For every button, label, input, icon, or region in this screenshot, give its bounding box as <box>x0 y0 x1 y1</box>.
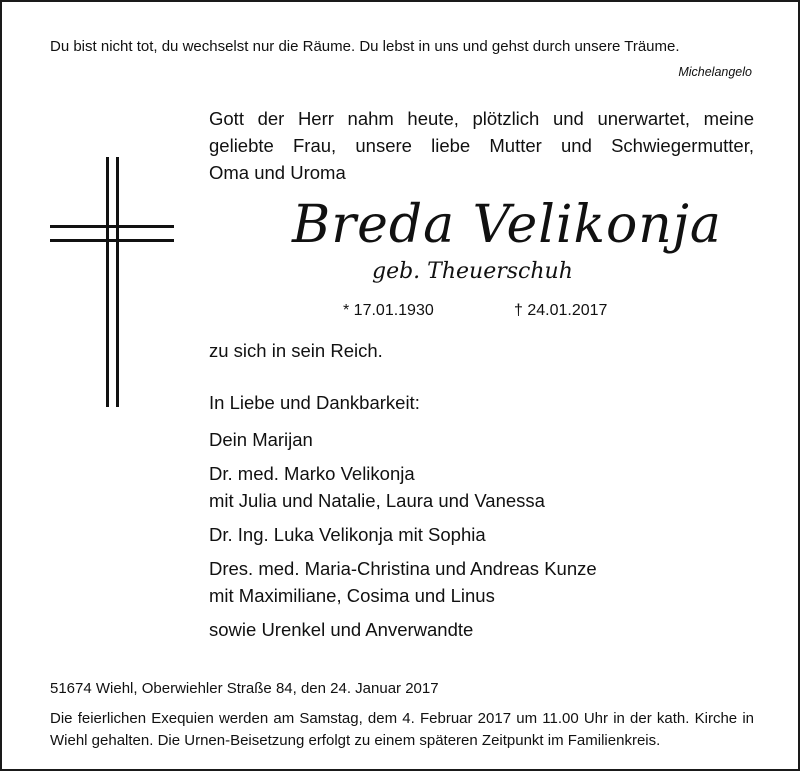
epigraph-author: Michelangelo <box>678 65 752 79</box>
mourner-entry: Dr. med. Marko Velikonja mit Julia und Natalie, Laura und Vanessa <box>209 463 545 511</box>
maiden-name: geb. Theuerschuh <box>372 259 573 284</box>
intro-line: Gott der Herr nahm heute, plötzlich und unerwartet, meine <box>209 108 754 129</box>
closing-phrase: zu sich in sein Reich. <box>209 340 383 361</box>
mourner-entry: Dr. Ing. Luka Velikonja mit Sophia <box>209 524 486 545</box>
birth-date: * 17.01.1930 <box>343 302 434 319</box>
mourner-entry: Dres. med. Maria-Christina und Andreas Kunze mit Maximiliane, Cosima und Linus <box>209 558 597 606</box>
announcement-intro <box>209 105 754 186</box>
intro-line: Oma und Uroma <box>209 162 346 183</box>
mourners-list <box>209 426 597 650</box>
mourner-entry: Dein Marijan <box>209 429 313 450</box>
address-line: 51674 Wiehl, Oberwiehler Straße 84, den 24. Januar 2017 <box>50 680 439 697</box>
gratitude-heading: In Liebe und Dankbarkeit: <box>209 392 420 413</box>
epigraph-quote: Du bist nicht tot, du wechselst nur die Räume. Du lebst in uns und gehst durch unsere Träume. <box>50 38 680 55</box>
double-line-cross-icon <box>50 157 174 407</box>
deceased-name: Breda Velikonja <box>292 195 722 255</box>
death-date: † 24.01.2017 <box>514 302 608 319</box>
intro-line: geliebte Frau, unsere liebe Mutter und Schwiegermutter, <box>209 135 754 156</box>
service-info: Die feierlichen Exequien werden am Samstag, dem 4. Februar 2017 um 11.00 Uhr in der kath. Kirche in Wiehl gehalten. Die Urnen-Beisetzung erfolgt zu einem späteren Zeitpunkt im Familienkreis. <box>50 710 754 749</box>
mourner-entry: sowie Urenkel und Anverwandte <box>209 619 474 640</box>
